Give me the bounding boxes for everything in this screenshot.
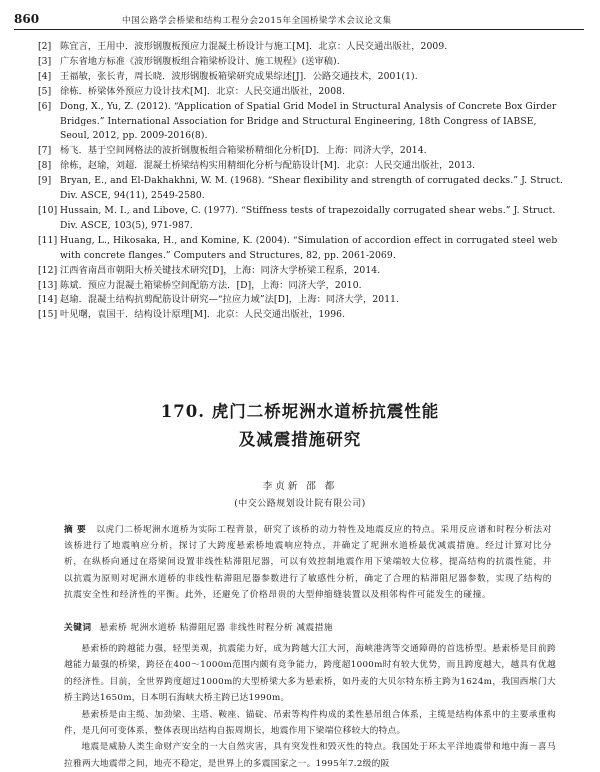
- reference-text: Bryan, E., and El-Dakhakhni, W. M. (1968). “Shear flexibility and strength of corrugated decks.” J. Struct. Div. ASCE, 94(11), 2549-2580.: [60, 175, 563, 202]
- reference-item: [38, 264, 566, 279]
- reference-text: 江西省南昌市朝阳大桥关键技术研究[D]，上海：同济大学桥梁工程系，2014.: [60, 264, 381, 276]
- keywords-label: 关键词: [64, 623, 92, 633]
- reference-number: [2]: [38, 41, 52, 52]
- reference-number: [12]: [38, 264, 58, 276]
- reference-text: 徐栋，赵瑜，刘超．混凝土桥梁结构实用精细化分析与配筋设计[M]．北京：人民交通出版社，2013.: [60, 160, 476, 172]
- reference-item: [38, 174, 566, 204]
- reference-text: 杨飞．基于空间网格法的波折钢腹板组合箱梁桥精细化分析[D]．上海：同济大学，2014.: [60, 145, 427, 157]
- abstract-text: 以虎门二桥坭洲水道桥为实际工程背景，研究了该桥的动力特性及地震反应的特点。采用反应谱和时程分析法对该桥进行了地震响应分析，探讨了大跨度悬索桥地震响应特点，并确定了坭洲水道桥最优减震措施。经过计算对比分析，在纵桥向通过在塔梁间设置非线性粘滞阻尼器，可以有效控制地震作用下梁端较大位移，提高结构的抗震性能，并以抗震为原则对坭洲水道桥的非线性粘滞阻尼器参数进行了敏感性分析，确定了合理的粘滞阻尼器参数，实现了结构的抗震安全性和经济性的平衡。此外，还避免了价格昂贵的大型伸缩缝装置以及相邻构件可能发生的碰撞。: [64, 525, 552, 600]
- reference-number: [15]: [38, 309, 58, 321]
- keywords: [64, 621, 552, 633]
- article-title: 170. 虎门二桥坭洲水道桥抗震性能: [160, 402, 440, 421]
- body-paragraph: 地震是威胁人类生命财产安全的一大自然灾害，具有突发性和毁灭性的特点。我国处于环太平洋地震带和地中海－喜马拉雅两大地震带之间，地壳不稳定，是世界上的多震国家之一。1995年7.2级的阪: [64, 742, 556, 769]
- running-header: [14, 10, 584, 30]
- reference-list: [38, 40, 566, 323]
- reference-item: [38, 70, 566, 85]
- reference-number: [5]: [38, 85, 52, 97]
- reference-item: [38, 100, 566, 145]
- reference-item: [38, 234, 566, 264]
- article-body: [64, 641, 556, 772]
- reference-item: [38, 40, 566, 55]
- reference-text: 赵瑜．混凝土结构抗剪配筋设计研究—“拉应力域”法[D]，上海：同济大学，2011.: [60, 294, 400, 306]
- article-title-line2: 及减震措施研究: [238, 430, 362, 449]
- reference-item: [38, 308, 566, 323]
- reference-number: [7]: [38, 145, 52, 157]
- article-affiliation: (中交公路规划设计院有限公司): [234, 499, 366, 509]
- reference-number: [9]: [38, 175, 52, 187]
- reference-text: 叶见曙，袁国干．结构设计原理[M]．北京：人民交通出版社，1996.: [60, 309, 346, 321]
- reference-item: [38, 279, 566, 294]
- article-authors: 李贞新 邵 都: [262, 481, 338, 492]
- reference-text: 徐栋．桥梁体外预应力设计技术[M]．北京：人民交通出版社，2008.: [60, 85, 346, 97]
- body-paragraph: 悬索桥是由主缆、加劲梁、主塔、鞍座、锚碇、吊索等构件构成的柔性悬吊组合体系，主缆是结构体系中的主要承重构件，是几何可变体系，整体表现出结构自振周期长，地震作用下梁端位移较大的特点。: [64, 709, 556, 737]
- reference-text: 陈斌．预应力混凝土箱梁桥空间配筋方法．[D]，上海：同济大学，2010.: [60, 279, 362, 291]
- reference-item: [38, 144, 566, 159]
- reference-text: Hussain, M. I., and Libove, C. (1977). “Stiffness tests of trapezoidally corrugated shear webs.” J. Struct. Div. ASCE, 103(5), 971-987.: [60, 204, 556, 231]
- reference-text: Dong, X., Yu, Z. (2012). “Application of Spatial Grid Model in Structural Analysis of Concrete Box Girder Bridges.” International Association for Bridge and Structural Engineering, 18th Congress of IABSE, Seoul, 2012, pp. 2009-2016(8).: [60, 100, 557, 142]
- reference-number: [11]: [38, 234, 58, 246]
- reference-text: 陈宜言，王用中．波形钢腹板预应力混凝土桥设计与施工[M]．北京：人民交通出版社，2009.: [60, 41, 448, 52]
- keywords-text: 悬索桥 坭洲水道桥 粘滞阻尼器 非线性时程分析 减震措施: [99, 623, 334, 633]
- page-number: 860: [14, 12, 40, 26]
- body-paragraph: 悬索桥的跨越能力强，轻型美观，抗震能力好，成为跨越大江大河，海峡港湾等交通障碍的首选桥型。悬索桥是目前跨越能力最强的桥梁，跨径在400～1000m范围内颇有竞争能力，跨度超1000m时有较大优势，而且跨度越大，越具有优越的经济性。目前，全世界跨度超过1000m的大型桥梁大多为悬索桥，如丹麦的大贝尔特东桥主跨为1624m，我国西堠门大桥主跨达1650m，日本明石海峡大桥主跨已达1990m。: [64, 644, 556, 704]
- reference-number: [4]: [38, 70, 52, 82]
- reference-item: [38, 293, 566, 308]
- header-title: 中国公路学会桥梁和结构工程分会2015年全国桥梁学术会议论文集: [122, 16, 392, 26]
- reference-number: [10]: [38, 204, 58, 216]
- reference-item: [38, 55, 566, 70]
- reference-item: [38, 159, 566, 174]
- reference-number: [6]: [38, 100, 52, 112]
- reference-text: 王福敏，张长青，周长晓．波形钢腹板箱梁研究成果综述[J]．公路交通技术，2001(1).: [60, 70, 418, 82]
- abstract: [64, 522, 552, 603]
- reference-text: Huang, L., Hikosaka, H., and Komine, K. (2004). “Simulation of accordion effect in corrugated steel web with concrete flanges.” Computers and Structures, 82, pp. 2061-2069.: [60, 234, 558, 261]
- reference-number: [8]: [38, 160, 52, 172]
- reference-text: 广东省地方标准《波形钢腹板组合箱梁桥设计、施工规程》(送审稿).: [60, 55, 340, 67]
- abstract-label: 摘 要: [64, 525, 87, 535]
- reference-item: [38, 85, 566, 100]
- reference-number: [13]: [38, 279, 58, 291]
- reference-number: [3]: [38, 55, 52, 67]
- reference-item: [38, 204, 566, 234]
- reference-number: [14]: [38, 294, 58, 306]
